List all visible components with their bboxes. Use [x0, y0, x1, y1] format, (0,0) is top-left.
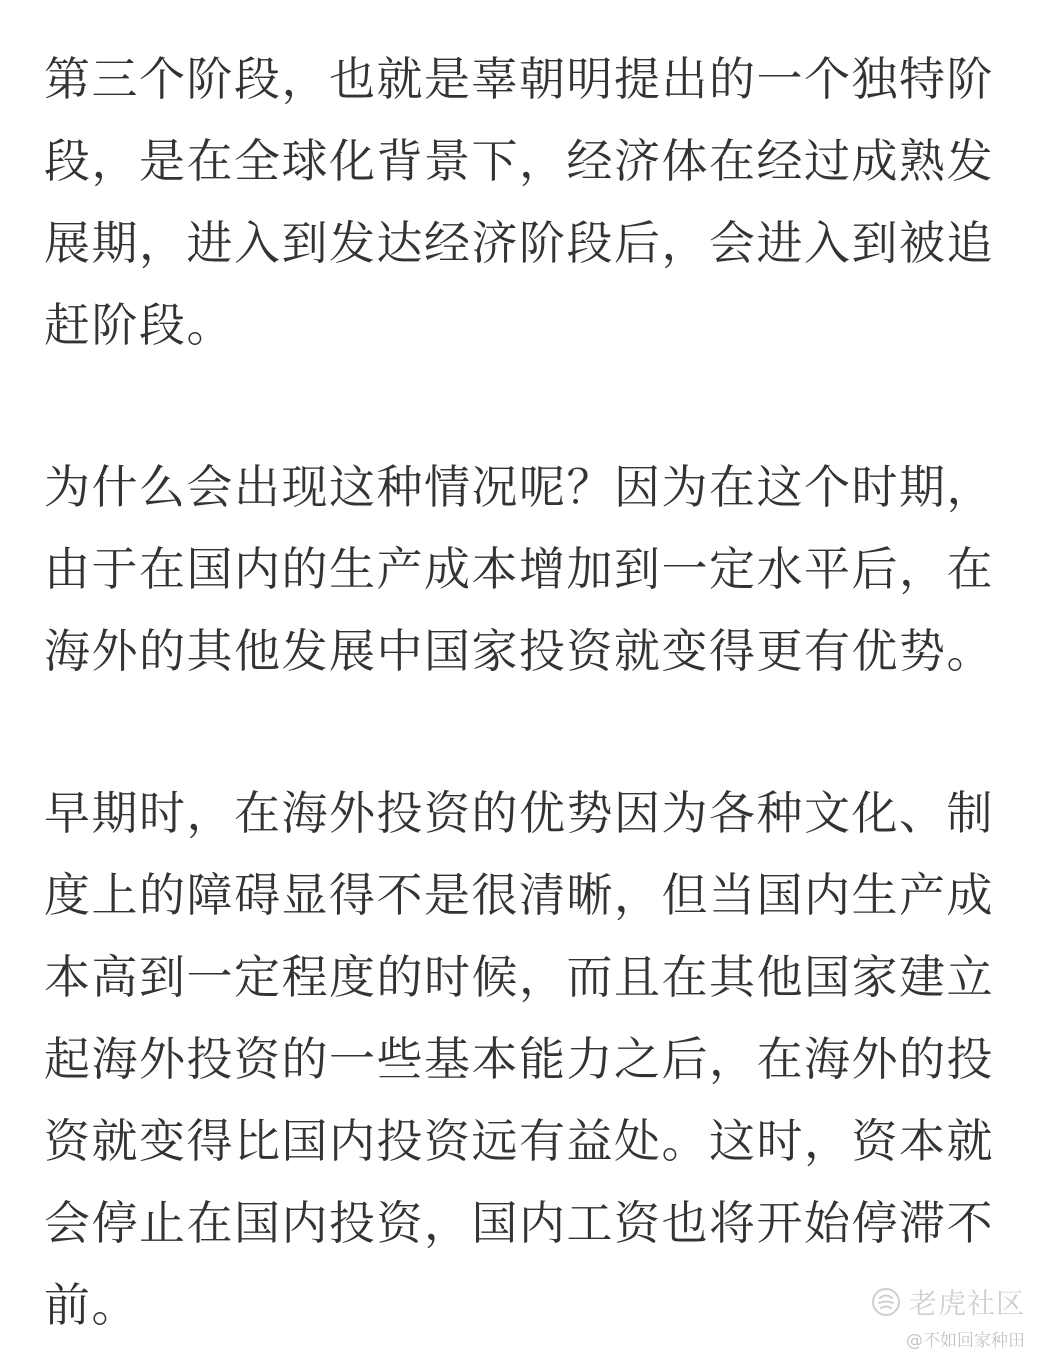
article-body	[44, 38, 1004, 1346]
watermark	[871, 1282, 1025, 1351]
paragraph-2: 为什么会出现这种情况呢？因为在这个时期，由于在国内的生产成本增加到一定水平后，在海外的其他发展中国家投资就变得更有优势。	[44, 460, 994, 678]
paragraph-3: 早期时，在海外投资的优势因为各种文化、制度上的障碍显得不是很清晰，但当国内生产成本高到一定程度的时候，而且在其他国家建立起海外投资的一些基本能力之后，在海外的投资就变得比国内投资远有益处。这时，资本就会停止在国内投资，国内工资也将开始停滞不前。	[44, 786, 994, 1332]
paragraph-1: 第三个阶段，也就是辜朝明提出的一个独特阶段，是在全球化背景下，经济体在经过成熟发展期，进入到发达经济阶段后，会进入到被追赶阶段。	[44, 52, 994, 352]
tiger-logo-icon	[871, 1287, 901, 1317]
watermark-brand-row	[871, 1282, 1025, 1322]
watermark-brand: 老虎社区	[908, 1287, 1025, 1320]
watermark-user: @不如回家种田	[906, 1331, 1025, 1351]
